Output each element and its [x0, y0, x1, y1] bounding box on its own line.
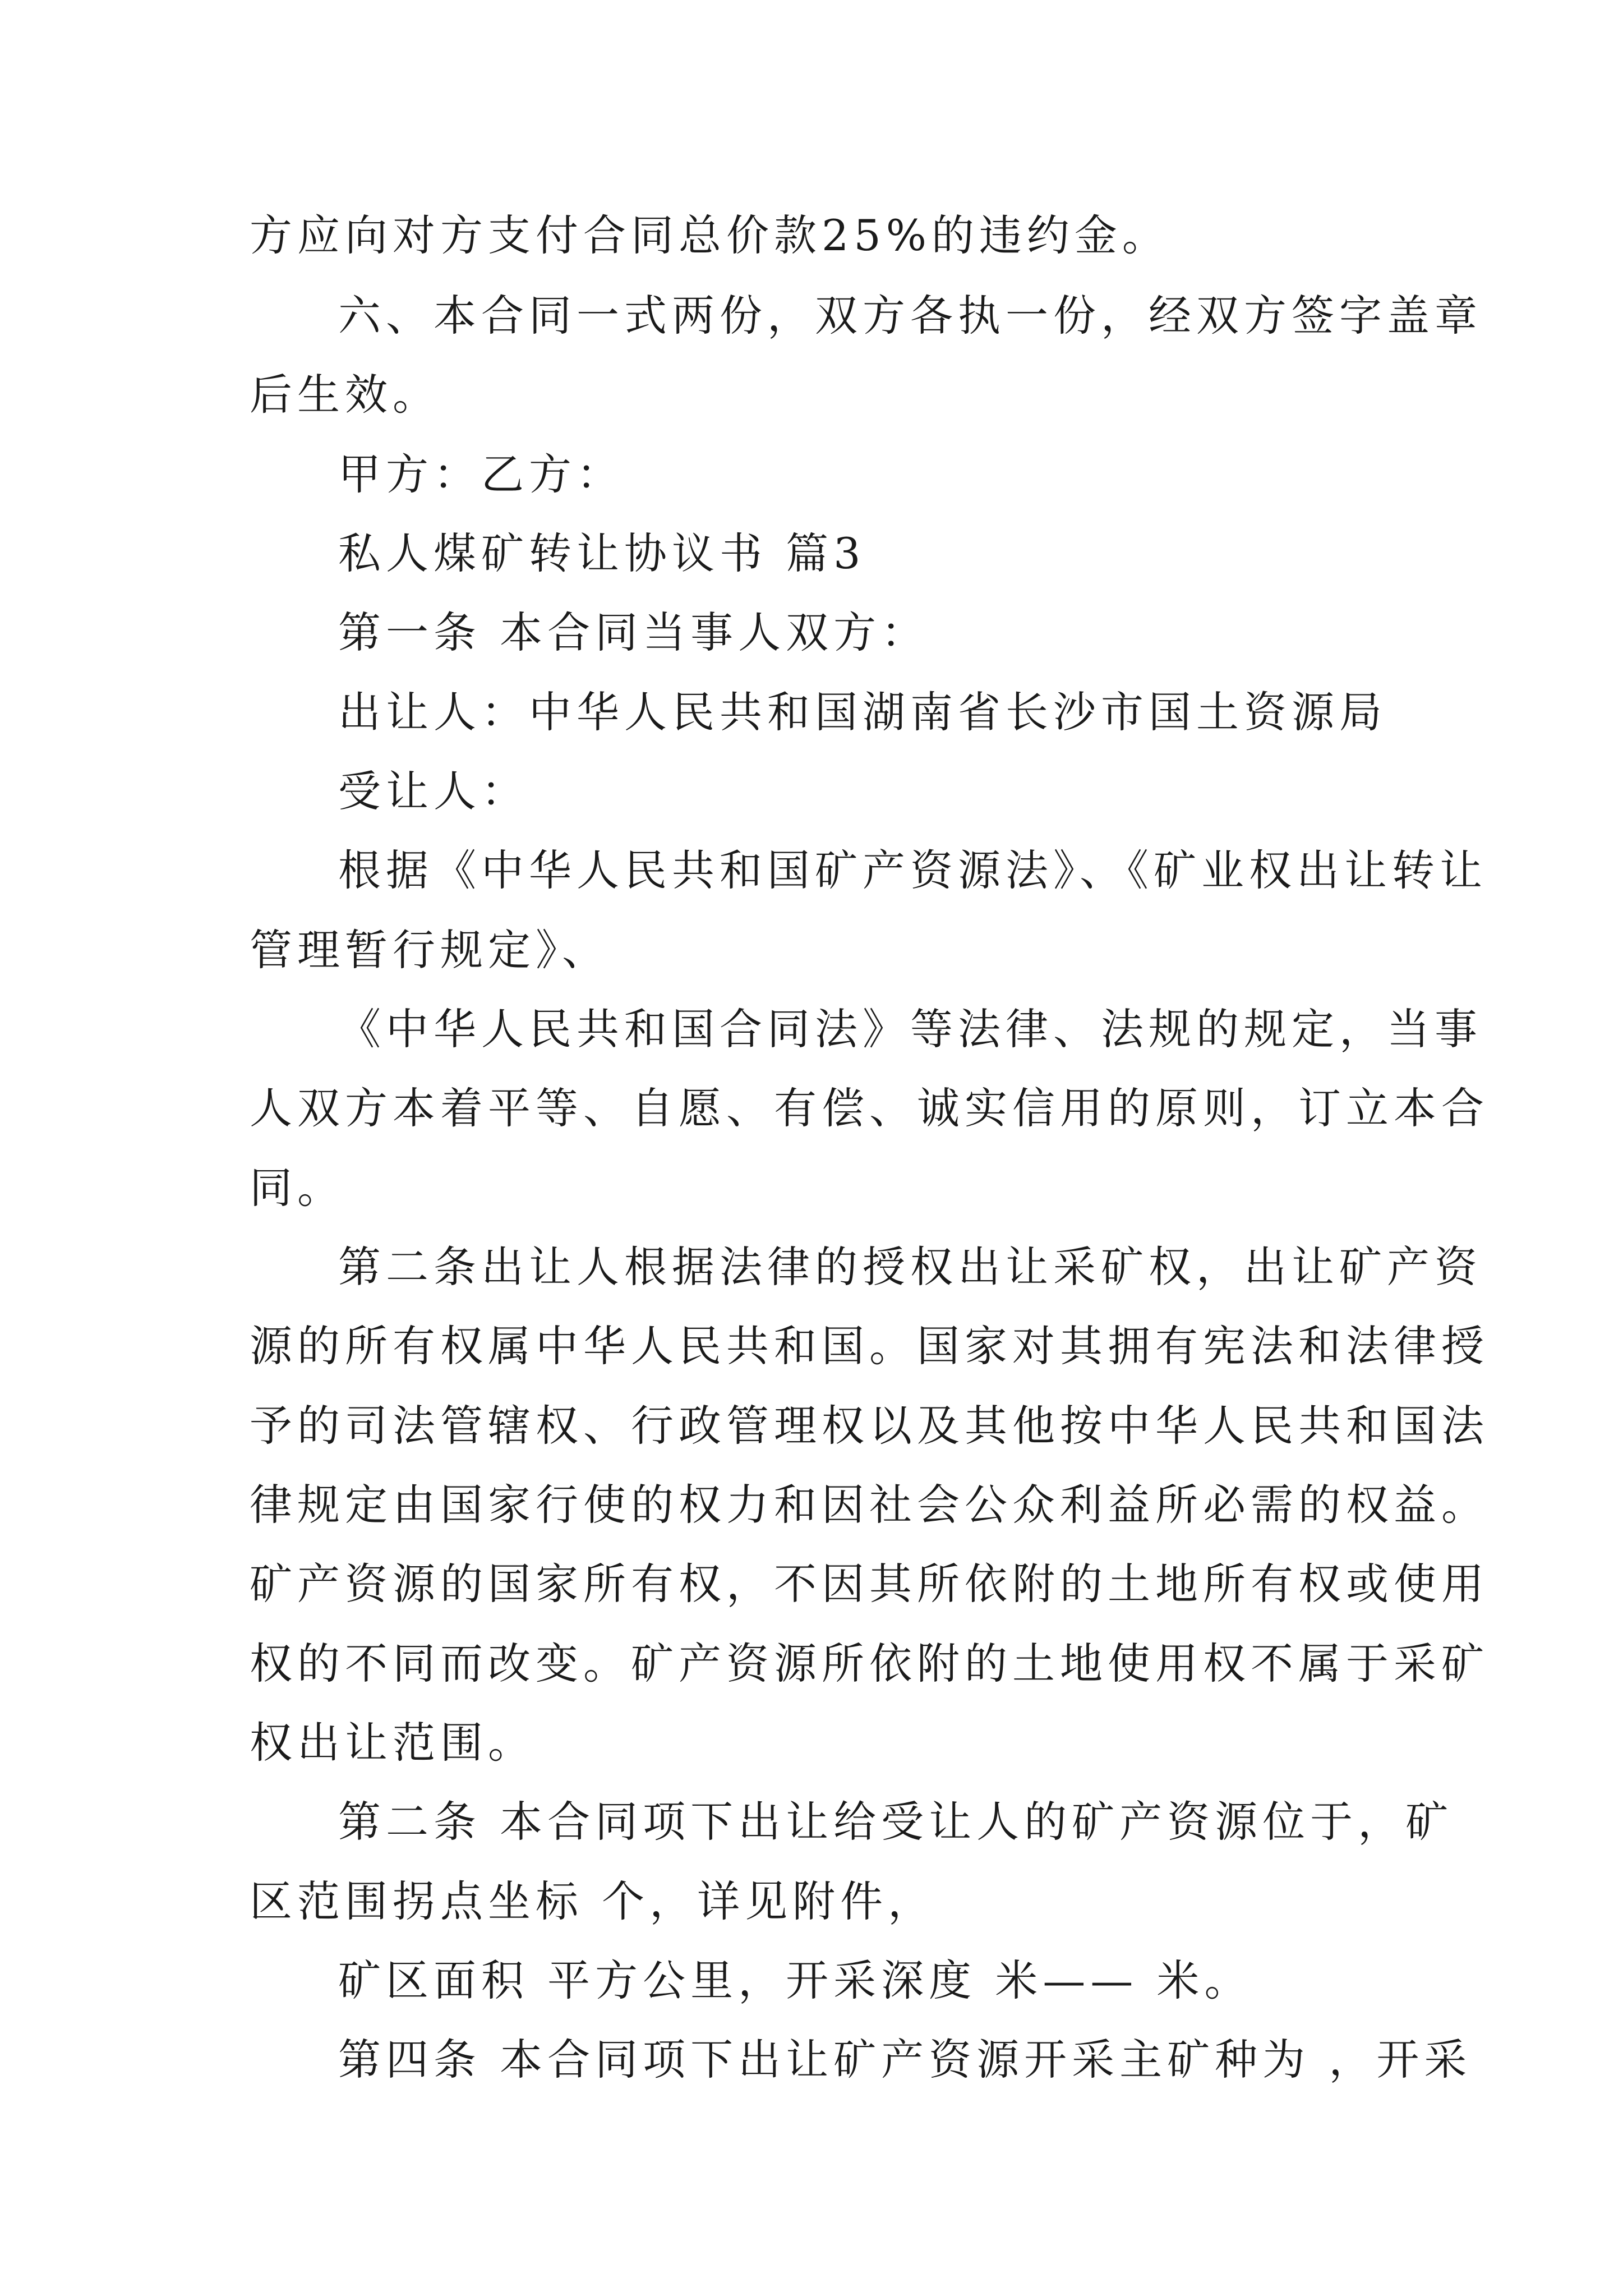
text-line: 根据《中华人民共和国矿产资源法》、《矿业权出让转让 [338, 845, 1487, 895]
text-line: 权出让范围。 [250, 1718, 536, 1768]
text-line: 律规定由国家行使的权力和因社会公众利益所必需的权益。 [250, 1480, 1489, 1530]
text-line: 矿区面积 平方公里，开采深度 米—— 米。 [338, 1955, 1252, 2005]
text-line: 方应向对方支付合同总价款25%的违约金。 [250, 210, 1170, 260]
text-line: 后生效。 [250, 370, 440, 420]
text-line: 管理暂行规定》、 [250, 925, 610, 975]
text-line: 第二条 本合同项下出让给受让人的矿产资源位于，矿 [338, 1797, 1454, 1847]
text-line: 甲方：乙方： [338, 449, 624, 499]
text-line: 第二条出让人根据法律的授权出让采矿权，出让矿产资 [338, 1242, 1482, 1292]
text-line: 权的不同而改变。矿产资源所依附的土地使用权不属于采矿 [250, 1639, 1489, 1688]
text-line: 六、本合同一式两份，双方各执一份，经双方签字盖章 [338, 291, 1482, 341]
text-line: 受让人： [338, 766, 529, 816]
section-heading: 私人煤矿转让协议书 篇3 [338, 528, 866, 578]
text-line: 出让人：中华人民共和国湖南省长沙市国土资源局 [338, 687, 1387, 737]
text-line: 予的司法管辖权、行政管理权以及其他按中华人民共和国法 [250, 1401, 1489, 1451]
text-line: 区范围拐点坐标 个，详见附件， [250, 1876, 936, 1926]
text-line: 同。 [250, 1163, 345, 1213]
text-line: 矿产资源的国家所有权，不因其所依附的土地所有权或使用 [250, 1559, 1489, 1609]
text-line: 第一条 本合同当事人双方： [338, 608, 929, 657]
text-line: 第四条 本合同项下出让矿产资源开采主矿种为 ，开采 [338, 2035, 1472, 2085]
text-line: 人双方本着平等、自愿、有偿、诚实信用的原则，订立本合 [250, 1083, 1489, 1133]
text-line: 《中华人民共和国合同法》等法律、法规的规定，当事 [338, 1004, 1482, 1054]
text-line: 源的所有权属中华人民共和国。国家对其拥有宪法和法律授 [250, 1321, 1489, 1371]
